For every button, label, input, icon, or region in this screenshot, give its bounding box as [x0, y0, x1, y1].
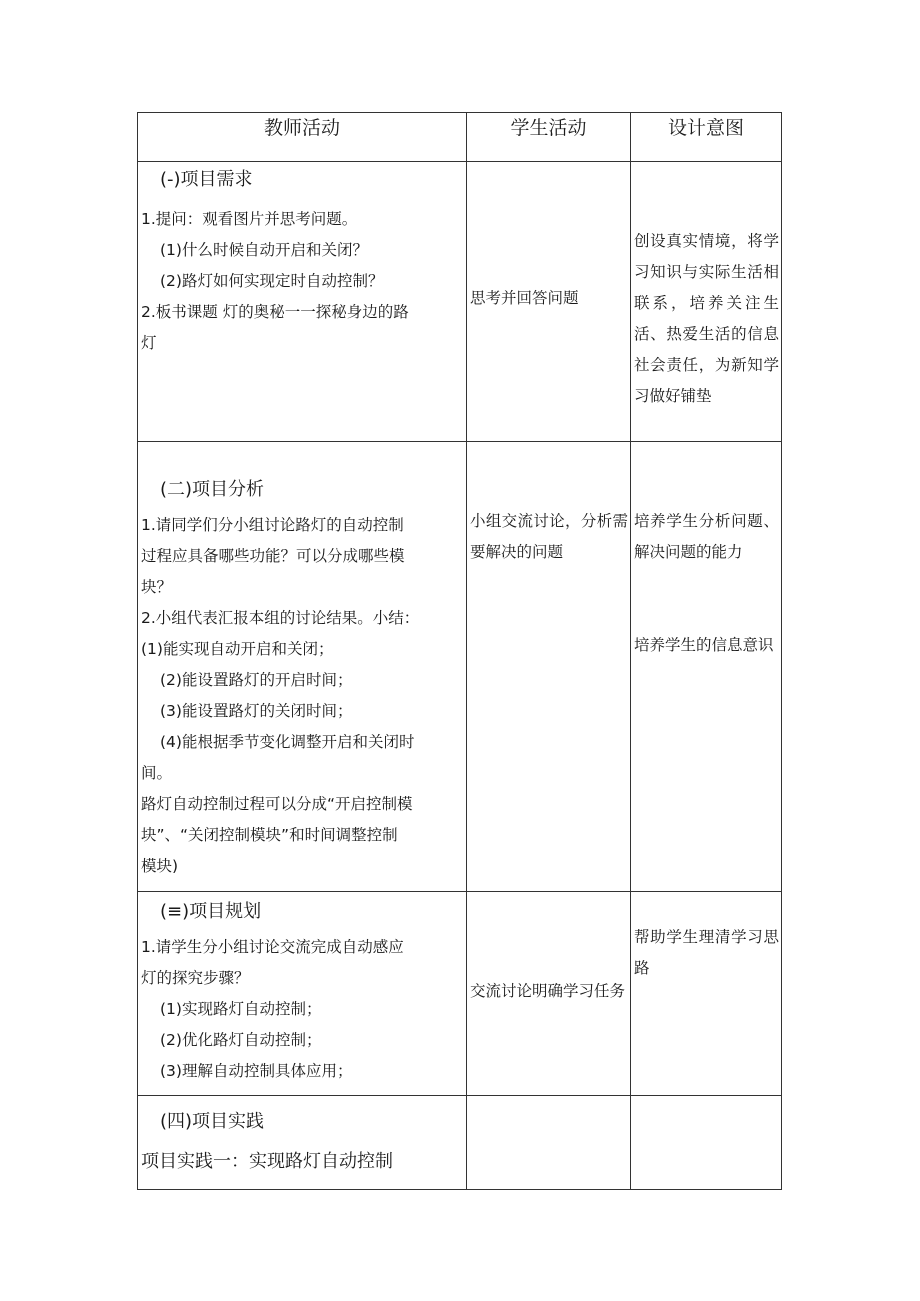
student-activity-text: 小组交流讨论，分析需要解决的问题: [470, 512, 628, 561]
design-intent-text-2: 培养学生的信息意识: [634, 636, 774, 654]
section-title: (-)项目需求: [160, 169, 253, 190]
list-item: 过程应具备哪些功能？可以分成哪些模: [141, 547, 405, 565]
list-item: (1)什么时候自动开启和关闭？: [160, 241, 368, 259]
list-item: (1)实现路灯自动控制；: [160, 1000, 322, 1018]
header-teacher-activity: 教师活动: [138, 113, 467, 162]
list-item: 1.请同学们分小组讨论路灯的自动控制: [141, 516, 404, 534]
list-item: (3)能设置路灯的关闭时间；: [160, 702, 353, 720]
student-cell: [467, 442, 631, 892]
list-item: 块”、“关闭控制模块”和时间调整控制: [141, 826, 398, 844]
section-title: (≡)项目规划: [160, 901, 262, 922]
subsection-title: 项目实践一：实现路灯自动控制: [141, 1151, 393, 1172]
list-item: 路灯自动控制过程可以分成“开启控制模: [141, 795, 413, 813]
list-item: (1)能实现自动开启和关闭；: [141, 640, 334, 658]
header-row: [138, 113, 782, 162]
list-item: 2.板书课题 灯的奥秘一一探秘身边的路: [141, 303, 409, 321]
list-item: (4)能根据季节变化调整开启和关闭时: [160, 733, 415, 751]
list-item: (3)理解自动控制具体应用；: [160, 1062, 353, 1080]
intent-cell: [631, 442, 782, 892]
intent-cell: [631, 1096, 782, 1190]
student-cell: [467, 1096, 631, 1190]
section-title: (四)项目实践: [160, 1111, 265, 1132]
teacher-cell: [138, 1096, 467, 1190]
table-row: [138, 1096, 782, 1190]
list-item: (2)优化路灯自动控制；: [160, 1031, 322, 1049]
teacher-cell: [138, 162, 467, 442]
student-cell: [467, 892, 631, 1096]
teacher-cell: [138, 442, 467, 892]
list-item: 模块): [141, 857, 179, 875]
list-item: 2.小组代表汇报本组的讨论结果。小结：: [141, 609, 420, 627]
design-intent-text: 培养学生分析问题、解决问题的能力: [634, 512, 779, 561]
design-intent-text: 帮助学生理清学习思路: [634, 928, 779, 977]
design-intent-text: 创设真实情境，将学习知识与实际生活相联系，培养关注生活、热爱生活的信息社会责任，为新知学习做好铺垫: [634, 232, 779, 405]
list-item: 灯的探究步骤？: [141, 969, 250, 987]
table-row: [138, 162, 782, 442]
list-item: 1.提问：观看图片并思考问题。: [141, 210, 358, 228]
teacher-cell: [138, 892, 467, 1096]
section-title: (二)项目分析: [160, 479, 265, 500]
student-activity-text: 交流讨论明确学习任务: [470, 982, 626, 1000]
list-item: 1.请学生分小组讨论交流完成自动感应: [141, 938, 404, 956]
student-activity-text: 思考并回答问题: [470, 289, 579, 307]
intent-cell: [631, 892, 782, 1096]
lesson-plan-table: [137, 112, 782, 1190]
header-student-activity: 学生活动: [467, 113, 631, 162]
table-row: [138, 442, 782, 892]
student-cell: [467, 162, 631, 442]
list-item: (2)能设置路灯的开启时间；: [160, 671, 353, 689]
list-item: 间。: [141, 764, 173, 782]
list-item: (2)路灯如何实现定时自动控制？: [160, 272, 384, 290]
list-item: 灯: [141, 334, 157, 352]
list-item: 块？: [141, 578, 173, 596]
table-row: [138, 892, 782, 1096]
header-design-intent: 设计意图: [631, 113, 782, 162]
intent-cell: [631, 162, 782, 442]
